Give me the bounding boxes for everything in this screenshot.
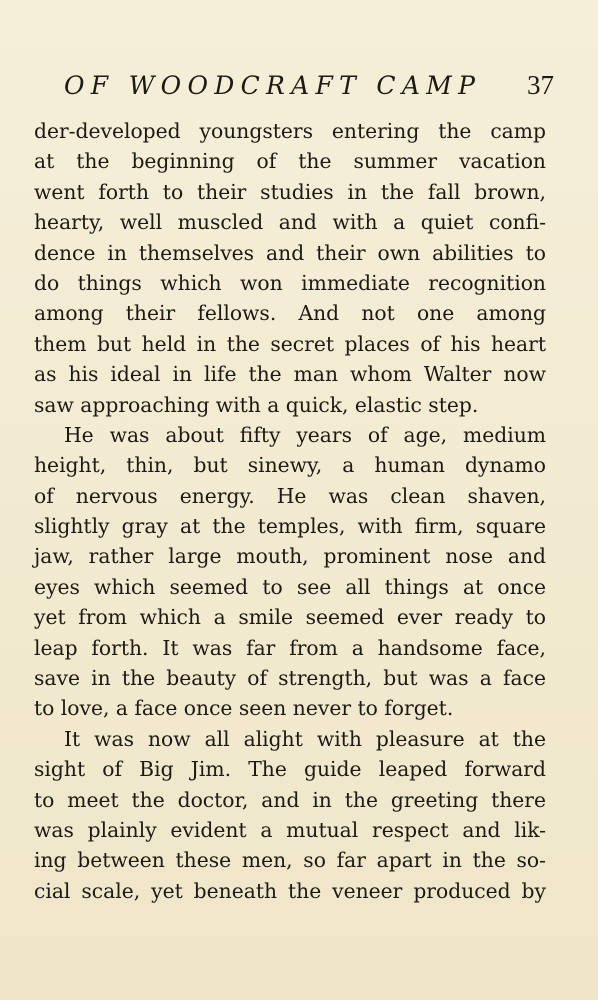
text-line: to love, a face once seen never to forget.: [34, 696, 454, 721]
running-title: OF WOODCRAFT CAMP: [64, 71, 482, 100]
text-line: eyes which seemed to see all things at once: [34, 574, 546, 599]
text-line: save in the beauty of strength, but was a face: [34, 666, 546, 691]
text-line: of nervous energy. He was clean shaven,: [34, 483, 546, 508]
text-line: yet from which a smile seemed ever ready to: [34, 605, 546, 630]
text-line: at the beginning of the summer vacation: [34, 149, 546, 174]
text-line: sight of Big Jim. The guide leaped forward: [34, 757, 546, 782]
text-line: as his ideal in life the man whom Walter now: [34, 362, 546, 387]
page-number: 37: [527, 70, 554, 100]
text-line: cial scale, yet beneath the veneer produced by: [34, 878, 546, 903]
text-line: to meet the doctor, and in the greeting there: [34, 787, 546, 812]
text-line: leap forth. It was far from a handsome face,: [34, 635, 546, 660]
text-line: der-developed youngsters entering the camp: [34, 119, 546, 143]
text-line: He was about fifty years of age, medium: [64, 422, 546, 447]
text-line: them but held in the secret places of his heart: [34, 331, 546, 356]
text-line: was plainly evident a mutual respect and lik-: [34, 817, 546, 842]
text-line: hearty, well muscled and with a quiet confi-: [34, 210, 546, 235]
text-line: among their fellows. And not one among: [34, 301, 546, 326]
text-line: jaw, rather large mouth, prominent nose and: [34, 544, 546, 569]
text-line: do things which won immediate recognition: [34, 270, 546, 295]
text-line: height, thin, but sinewy, a human dynamo: [34, 453, 546, 478]
text-line: slightly gray at the temples, with firm, square: [34, 514, 546, 539]
running-head: [64, 70, 554, 101]
text-line: dence in themselves and their own abilities to: [34, 240, 546, 265]
text-line: went forth to their studies in the fall brown,: [34, 179, 546, 204]
text-line: saw approaching with a quick, elastic step.: [34, 392, 479, 417]
text-line: ing between these men, so far apart in the so-: [34, 848, 546, 873]
text-line: It was now all alight with pleasure at the: [64, 726, 546, 751]
body-text: [34, 116, 546, 906]
